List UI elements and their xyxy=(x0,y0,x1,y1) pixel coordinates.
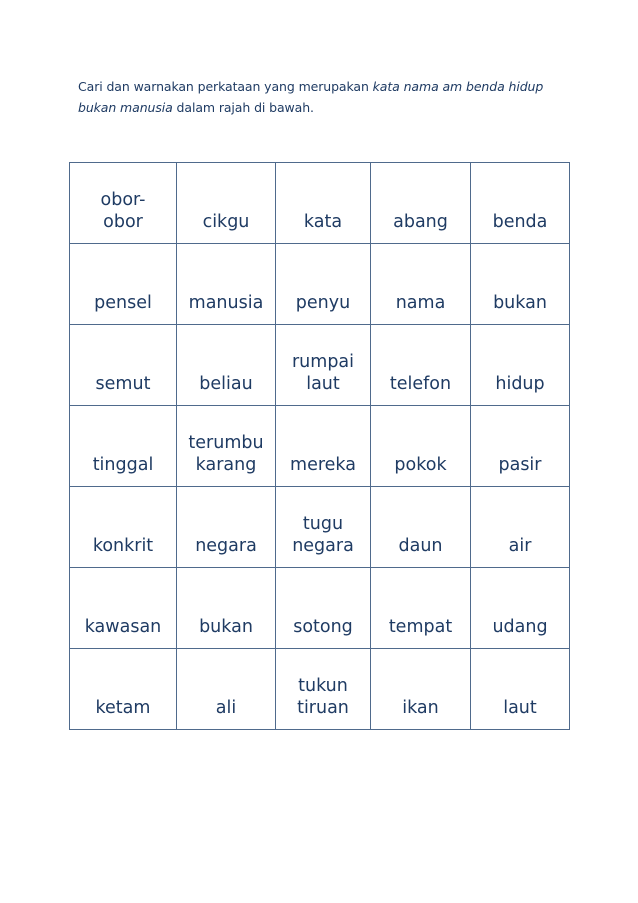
grid-cell[interactable]: abang xyxy=(371,163,471,244)
grid-cell[interactable]: konkrit xyxy=(70,487,177,568)
grid-cell[interactable]: nama xyxy=(371,244,471,325)
grid-cell[interactable]: penyu xyxy=(276,244,371,325)
grid-cell[interactable]: kata xyxy=(276,163,371,244)
grid-row-5 xyxy=(70,487,570,568)
instructions-emphasis: kata nama am benda hidup bukan manusia xyxy=(78,79,544,115)
grid-cell[interactable]: pokok xyxy=(371,406,471,487)
grid-row-7 xyxy=(70,649,570,730)
grid-cell[interactable]: daun xyxy=(371,487,471,568)
grid-cell[interactable]: bukan xyxy=(471,244,570,325)
grid-cell[interactable]: tempat xyxy=(371,568,471,649)
grid-cell[interactable]: obor- obor xyxy=(70,163,177,244)
grid-row-1 xyxy=(70,163,570,244)
grid-cell[interactable]: pasir xyxy=(471,406,570,487)
grid-cell[interactable]: negara xyxy=(177,487,276,568)
grid-cell[interactable]: ketam xyxy=(70,649,177,730)
grid-cell[interactable]: air xyxy=(471,487,570,568)
grid-cell[interactable]: ali xyxy=(177,649,276,730)
grid-cell[interactable]: rumpai laut xyxy=(276,325,371,406)
instructions-part-1: Cari dan warnakan perkataan yang merupakan xyxy=(78,79,373,94)
grid-cell[interactable]: semut xyxy=(70,325,177,406)
grid-cell[interactable]: manusia xyxy=(177,244,276,325)
grid-row-6 xyxy=(70,568,570,649)
grid-cell[interactable]: tukun tiruan xyxy=(276,649,371,730)
grid-cell[interactable]: benda xyxy=(471,163,570,244)
grid-cell[interactable]: bukan xyxy=(177,568,276,649)
grid-cell[interactable]: beliau xyxy=(177,325,276,406)
grid-cell[interactable]: tugu negara xyxy=(276,487,371,568)
grid-cell[interactable]: mereka xyxy=(276,406,371,487)
grid-cell[interactable]: kawasan xyxy=(70,568,177,649)
grid-cell[interactable]: sotong xyxy=(276,568,371,649)
grid-row-2 xyxy=(70,244,570,325)
grid-cell[interactable]: cikgu xyxy=(177,163,276,244)
grid-cell[interactable]: ikan xyxy=(371,649,471,730)
instructions-part-3: dalam rajah di bawah. xyxy=(172,100,314,115)
grid-cell[interactable]: udang xyxy=(471,568,570,649)
word-grid xyxy=(69,162,570,730)
grid-cell[interactable]: tinggal xyxy=(70,406,177,487)
grid-row-3 xyxy=(70,325,570,406)
grid-cell[interactable]: laut xyxy=(471,649,570,730)
grid-cell[interactable]: telefon xyxy=(371,325,471,406)
grid-row-4 xyxy=(70,406,570,487)
grid-cell[interactable]: hidup xyxy=(471,325,570,406)
grid-cell[interactable]: terumbu karang xyxy=(177,406,276,487)
instructions-text xyxy=(78,76,578,118)
grid-cell[interactable]: pensel xyxy=(70,244,177,325)
